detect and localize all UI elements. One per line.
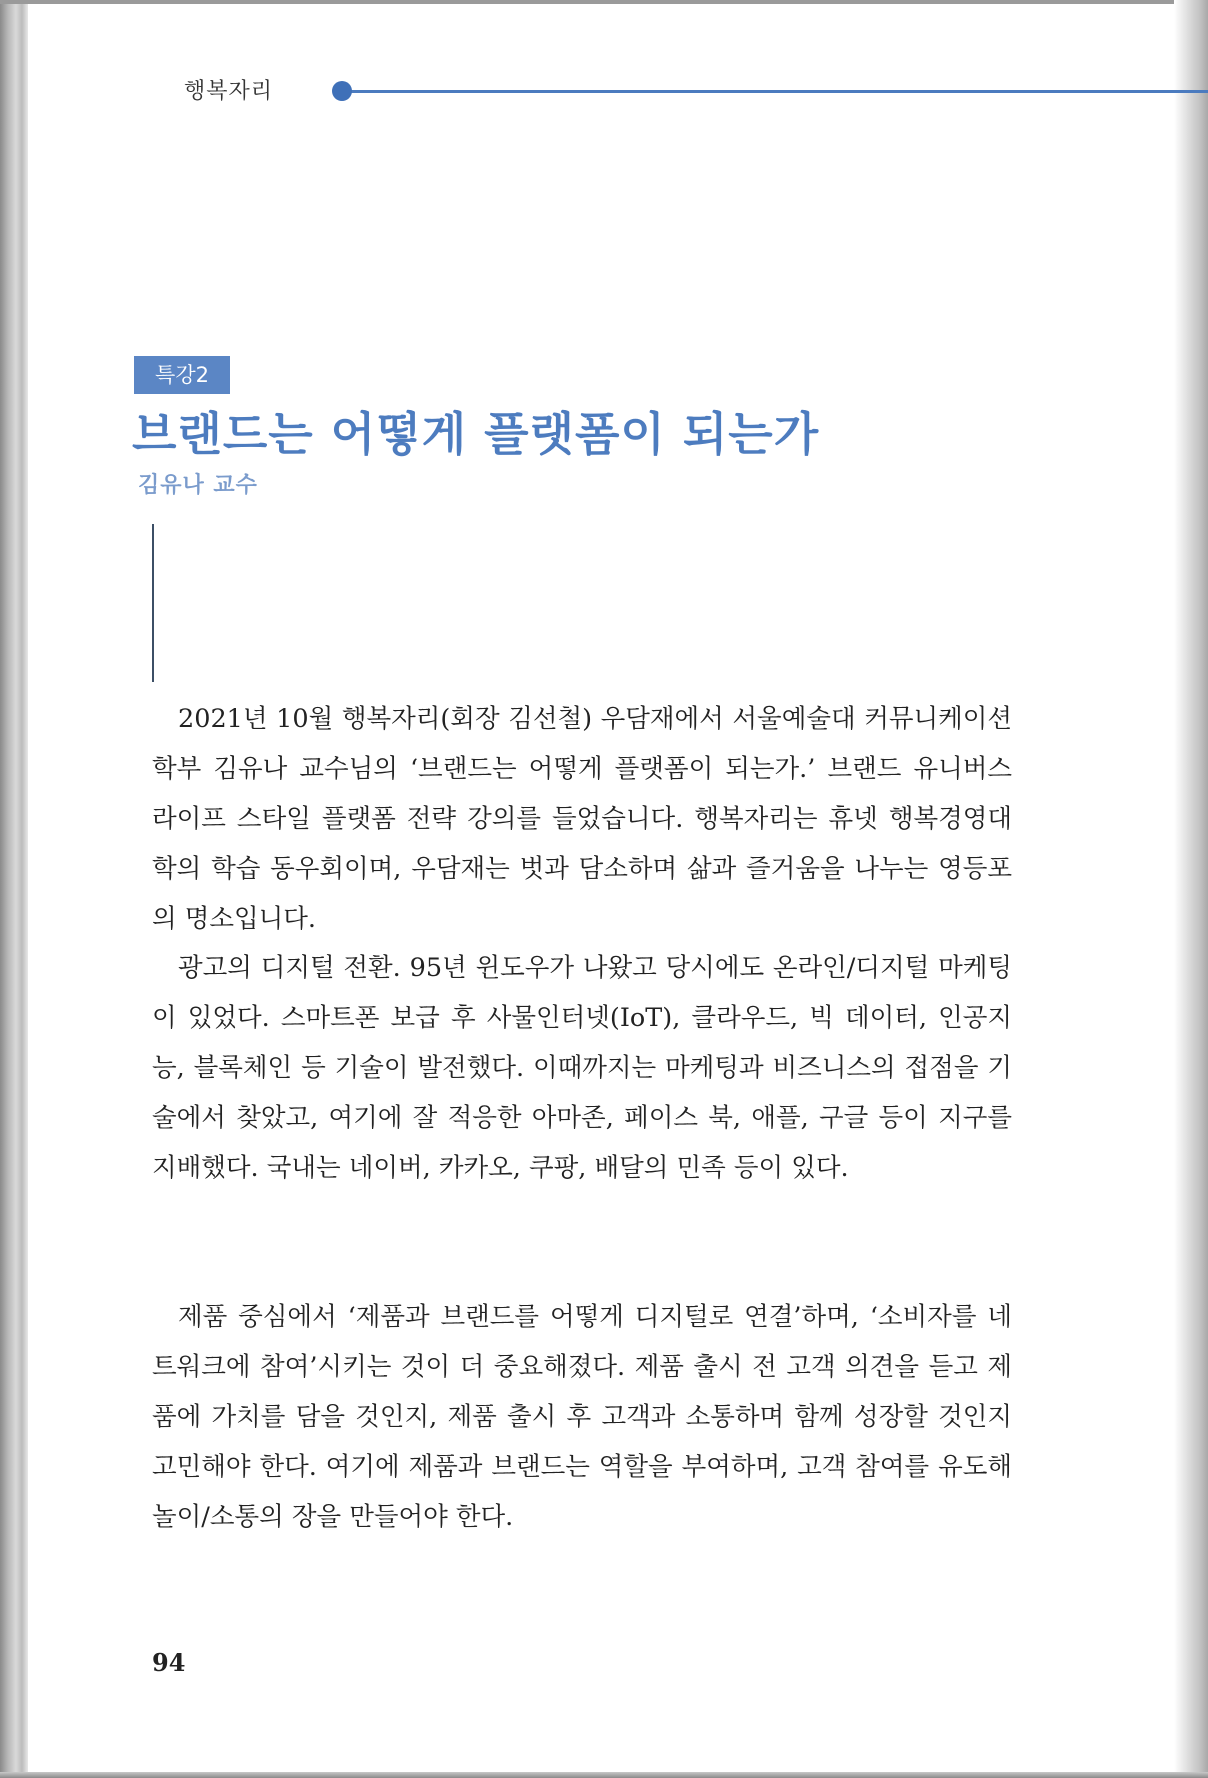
page-stack-bottom-edge xyxy=(0,1772,1208,1778)
body-paragraph-3: 제품 중심에서 ‘제품과 브랜드를 어떻게 디지털로 연결’하며, ‘소비자를 네트워크에 참여’시키는 것이 더 중요해졌다. 제품 출시 전 고객 의견을 듣고 제품에 가치를 담을 것인지, 제품 출시 후 고객과 소통하며 함께 성장할 것인지 고민해야 한다. 여기에 제품과 브랜드는 역할을 부여하며, 고객 참여를 유도해 놀이/소통의 장을 만들어야 한다. xyxy=(152,1302,1012,1532)
body-paragraph-1: 2021년 10월 행복자리(회장 김선철) 우담재에서 서울예술대 커뮤니케이션 학부 김유나 교수님의 ‘브랜드는 어떻게 플랫폼이 되는가.’ 브랜드 유니버스 라이프 스타일 플랫폼 전략 강의를 들었습니다. 행복자리는 휴넷 행복경영대학의 학습 동우회이며, 우담재는 벗과 담소하며 삶과 즐거움을 나누는 영등포의 명소입니다. xyxy=(152,704,1012,934)
page-number: 94 xyxy=(152,1648,186,1677)
chapter-title: 브랜드는 어떻게 플랫폼이 되는가 xyxy=(132,407,820,461)
lecture-badge: 특강2 xyxy=(134,356,230,394)
decorative-vertical-rule xyxy=(152,524,154,682)
page-stack-left-edge xyxy=(0,0,28,1778)
body-paragraph-2: 광고의 디지털 전환. 95년 윈도우가 나왔고 당시에도 온라인/디지털 마케팅이 있었다. 스마트폰 보급 후 사물인터넷(IoT), 클라우드, 빅 데이터, 인공지능, 블록체인 등 기술이 발전했다. 이때까지는 마케팅과 비즈니스의 접점을 기술에서 찾았고, 여기에 잘 적응한 아마존, 페이스 북, 애플, 구글 등이 지구를 지배했다. 국내는 네이버, 카카오, 쿠팡, 배달의 민족 등이 있다. xyxy=(152,953,1012,1183)
page-stack-right-edge xyxy=(1174,0,1208,1778)
author-name: 김유나 교수 xyxy=(138,473,258,498)
running-title: 행복자리 xyxy=(184,79,274,104)
header-dot-icon xyxy=(332,81,352,101)
header-rule xyxy=(340,90,1208,93)
